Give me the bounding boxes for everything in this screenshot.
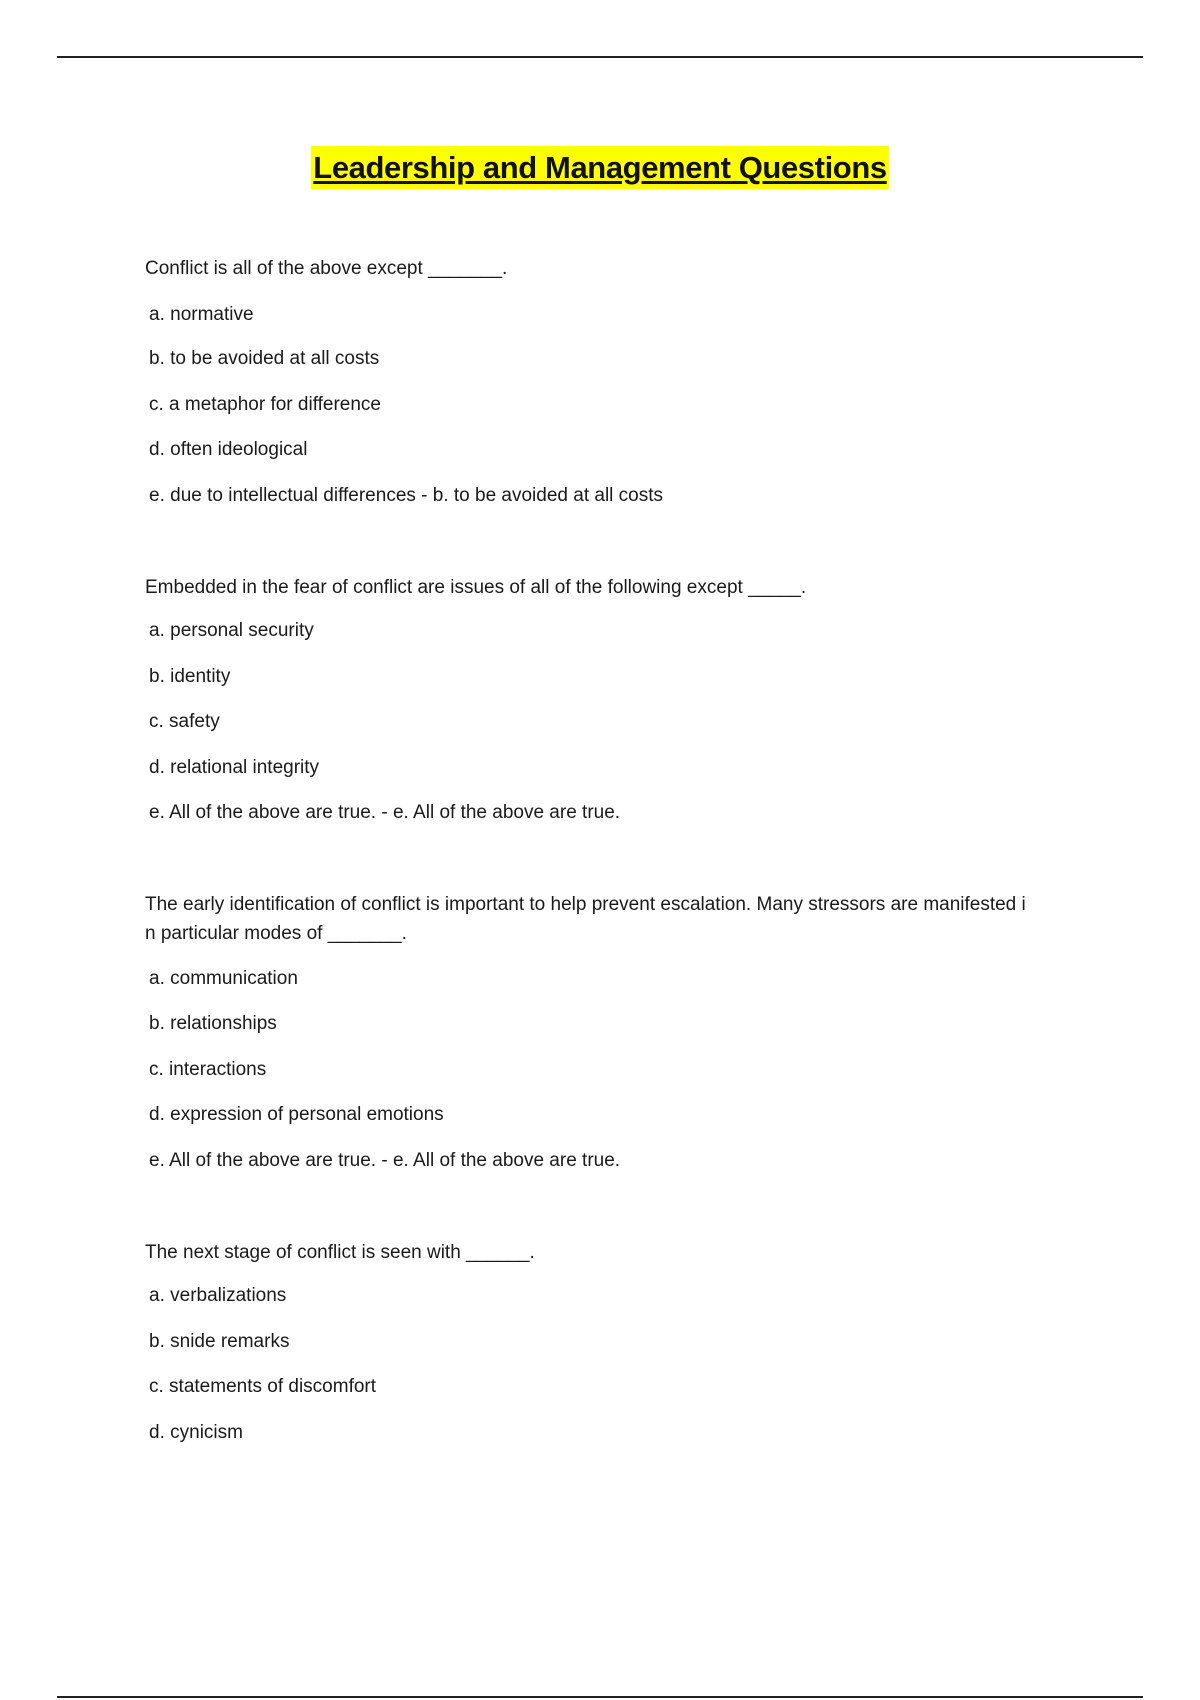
question-3-option-b: b. relationships [149,1013,277,1034]
question-3-option-e: e. All of the above are true. - e. All of the above are true. [149,1150,621,1171]
page-title: Leadership and Management Questions [311,146,888,189]
question-3-option-a: a. communication [149,968,298,989]
question-4-option-a: a. verbalizations [149,1285,287,1306]
question-1-option-e: e. due to intellectual differences - b. to be avoided at all costs [149,485,664,506]
question-2-option-e: e. All of the above are true. - e. All of the above are true. [149,802,621,823]
question-2-text: Embedded in the fear of conflict are issues of all of the following except _____. [145,577,807,598]
question-1-option-a: a. normative [149,304,254,325]
question-2-option-d: d. relational integrity [149,757,320,778]
question-1-option-c: c. a metaphor for difference [149,394,381,415]
question-4-option-d: d. cynicism [149,1422,243,1443]
question-3-option-c: c. interactions [149,1059,267,1080]
question-2-option-a: a. personal security [149,620,314,641]
question-1-option-d: d. often ideological [149,439,308,460]
question-1-option-b: b. to be avoided at all costs [149,348,380,369]
question-2-option-c: c. safety [149,711,220,732]
question-3-option-d: d. expression of personal emotions [149,1104,444,1125]
question-3-text-line-1: The early identification of conflict is important to help prevent escalation. Many stressors are manifested i [145,894,1026,915]
question-1-text: Conflict is all of the above except _______. [145,258,508,279]
footer-rule [57,1696,1143,1698]
header-rule [57,56,1143,58]
question-4-option-c: c. statements of discomfort [149,1376,377,1397]
question-3-text-line-2: n particular modes of _______. [145,923,407,944]
question-2-option-b: b. identity [149,666,231,687]
question-4-text: The next stage of conflict is seen with ______. [145,1242,535,1263]
question-3-text [145,890,1085,948]
title-container [0,146,1200,189]
question-4-option-b: b. snide remarks [149,1331,290,1352]
